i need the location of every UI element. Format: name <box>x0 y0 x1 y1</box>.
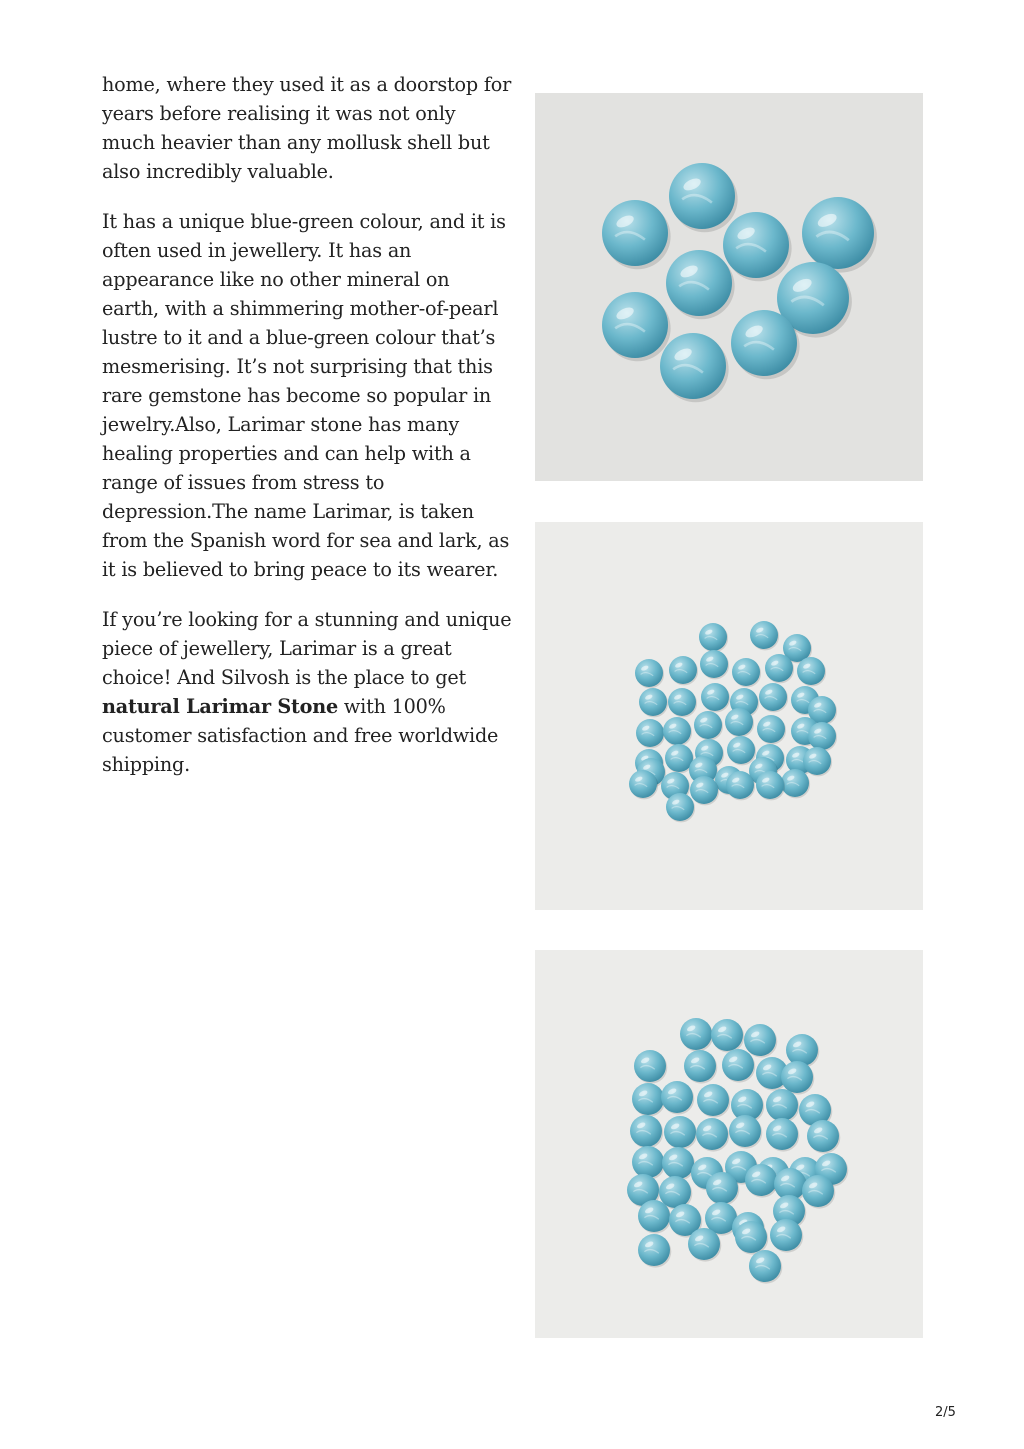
article-text <box>102 70 512 800</box>
larimar-stone <box>664 1116 697 1150</box>
larimar-stone <box>669 163 738 232</box>
larimar-stone <box>749 1250 782 1284</box>
cta-text-after: with 100% customer satisfaction and free worldwide shipping. <box>102 695 499 776</box>
larimar-stone <box>680 1018 713 1052</box>
larimar-stone <box>757 715 786 744</box>
larimar-stone <box>638 1234 671 1268</box>
larimar-stone <box>684 1050 717 1084</box>
paragraph-doorstop: home, where they used it as a doorstop for years before realising it was not only much heavier than any mollusk shell but also incredibly valuable. <box>102 73 512 183</box>
larimar-stone <box>732 658 761 687</box>
larimar-stone <box>808 722 837 751</box>
larimar-stone <box>699 623 728 652</box>
larimar-stone <box>669 656 698 685</box>
larimar-stone <box>663 717 692 746</box>
larimar-stone <box>696 1118 729 1152</box>
larimar-stone <box>759 683 788 712</box>
cta-text-before: If you’re looking for a stunning and unique piece of jewellery, Larimar is a great choice! And Silvosh is the place to get <box>102 608 512 689</box>
larimar-stone <box>727 736 756 765</box>
larimar-stone <box>697 1084 730 1118</box>
larimar-stone <box>668 688 697 717</box>
larimar-stone <box>660 333 729 402</box>
larimar-stone <box>756 771 785 800</box>
natural-larimar-stone-link[interactable]: natural Larimar Stone <box>102 695 339 718</box>
larimar-small-stones-photo-2 <box>535 950 923 1338</box>
page-number: 2/5 <box>935 1405 956 1420</box>
larimar-stone <box>602 200 671 269</box>
larimar-stone <box>694 711 723 740</box>
larimar-stone <box>722 1049 755 1083</box>
larimar-stone <box>661 1081 694 1115</box>
larimar-stone <box>632 1146 665 1180</box>
larimar-small-stones-photo-1 <box>535 522 923 910</box>
larimar-stone <box>666 793 695 822</box>
larimar-stone <box>666 250 735 319</box>
larimar-stone <box>723 212 792 281</box>
larimar-stone <box>797 657 826 686</box>
larimar-stone <box>802 197 877 273</box>
larimar-stone <box>635 659 664 688</box>
larimar-stone <box>630 1115 663 1149</box>
larimar-stone <box>807 1120 840 1154</box>
larimar-stone <box>634 1050 667 1084</box>
larimar-stone <box>701 683 730 712</box>
larimar-stone <box>711 1019 744 1053</box>
larimar-stone <box>639 688 668 717</box>
paragraph-call-to-action <box>102 605 512 779</box>
larimar-stone <box>632 1083 665 1117</box>
larimar-stone <box>729 1115 762 1149</box>
paragraph-description: It has a unique blue-green colour, and it is often used in jewellery. It has an appearance like no other mineral on earth, with a shimmering mother-of-pearl lustre to it and a blue-green colour that’s mesmerising. It’s not surprising that this rare gemstone has become so popular in jewelry.Also, Larimar stone has many healing properties and can help with a range of issues from stress to depression.The name Larimar, is taken from the Spanish word for sea and lark, as it is believed to bring peace to its wearer. <box>102 210 510 581</box>
larimar-stone <box>662 1147 695 1181</box>
larimar-stone <box>700 650 729 679</box>
larimar-stone <box>750 621 779 650</box>
larimar-large-stones-photo <box>535 93 923 481</box>
larimar-stone <box>602 292 671 361</box>
larimar-stone <box>744 1024 777 1058</box>
larimar-stone <box>636 719 665 748</box>
larimar-stone <box>766 1118 799 1152</box>
